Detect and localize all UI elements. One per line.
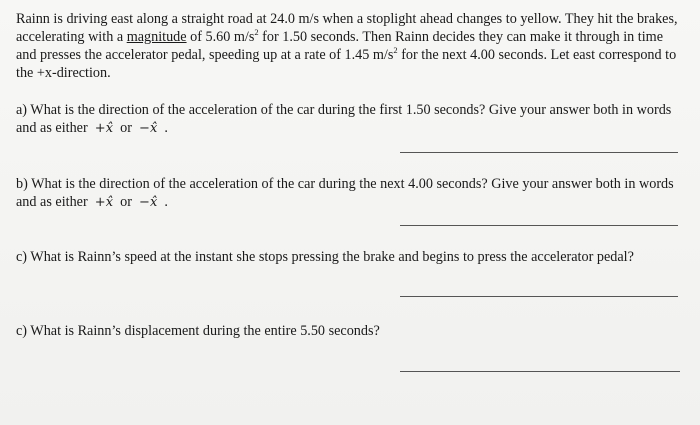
question-c-text: c) What is Rainn’s speed at the instant she stops pressing the brake and begins to press the accelerator pedal? — [16, 249, 634, 265]
exponent-1: 2 — [254, 27, 259, 37]
question-b — [16, 175, 686, 212]
question-d-text: c) What is Rainn’s displacement during the entire 5.50 seconds? — [16, 323, 380, 339]
intro-text-3: for 1.50 seconds. Then Rainn decides they can make it through in time and presses the accelerator pedal, speeding up at a rate of 1.45 m/s — [16, 29, 664, 63]
plus-x-hat: +x̂ — [94, 121, 114, 136]
minus-x-hat: −x̂ — [139, 195, 158, 210]
or-word: or — [120, 194, 132, 210]
intro-text-4: for the next 4.00 seconds. Let east correspond to the +x-direction. — [16, 47, 677, 81]
question-c — [16, 248, 686, 266]
answer-line-c[interactable] — [400, 296, 678, 297]
answer-line-a[interactable] — [400, 152, 678, 153]
question-a-text: a) What is the direction of the acceleration of the car during the first 1.50 seconds? Give your answer both in words and as either — [16, 102, 672, 136]
or-word: or — [120, 120, 132, 136]
question-d — [16, 322, 686, 340]
exponent-2: 2 — [393, 45, 398, 55]
plus-x-hat: +x̂ — [94, 195, 114, 210]
question-a — [16, 101, 686, 138]
question-b-period: . — [164, 194, 168, 210]
answer-line-d[interactable] — [400, 371, 680, 372]
intro-text-1: Rainn is driving east along a straight road at 24.0 m/s when a stoplight ahead changes to yellow. They hit the brakes, accelerating with a — [16, 11, 678, 45]
question-a-period: . — [164, 120, 168, 136]
minus-x-hat: −x̂ — [139, 121, 158, 136]
problem-statement — [16, 10, 686, 82]
question-b-text: b) What is the direction of the acceleration of the car during the next 4.00 seconds? Give your answer both in words and as either — [16, 176, 674, 210]
answer-line-b[interactable] — [400, 225, 678, 226]
magnitude-word: magnitude — [126, 29, 187, 45]
intro-text-2: of 5.60 m/s — [186, 29, 255, 45]
